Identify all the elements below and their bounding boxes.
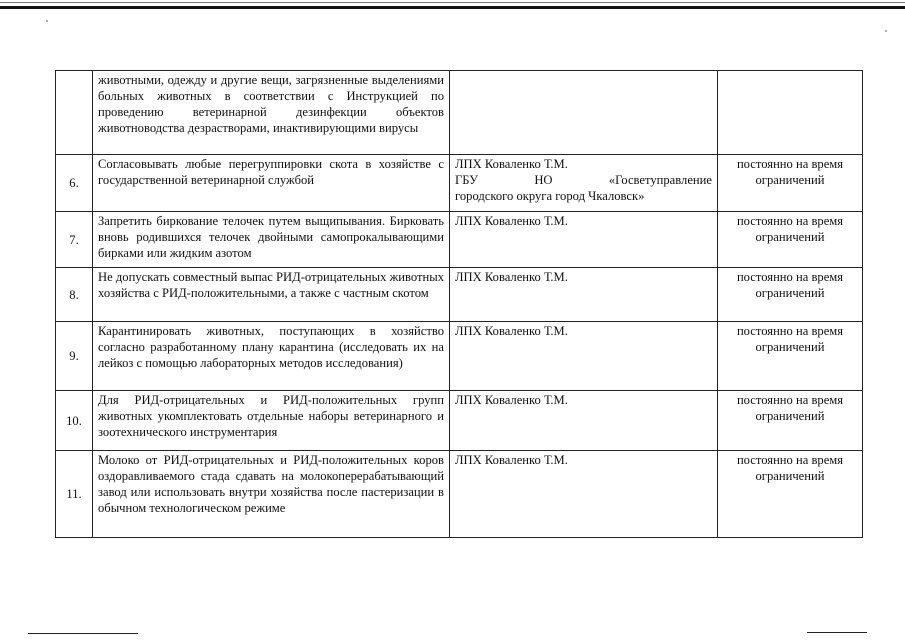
responsible-line: городского округа город Чкаловск» — [455, 189, 645, 203]
table-row — [56, 451, 863, 538]
row-number: 7. — [56, 212, 93, 268]
row-number: 6. — [56, 155, 93, 212]
table-row — [56, 155, 863, 212]
table-row — [56, 391, 863, 451]
responsible-cell — [450, 155, 718, 212]
row-number: 10. — [56, 391, 93, 451]
table-row — [56, 268, 863, 322]
term-cell: постоянно на время ограничений — [718, 451, 863, 538]
task-cell: Для РИД-отрицательных и РИД-положительных групп животных укомплектовать отдельные наборы ветеринарного и зоотехнического инструментария — [93, 391, 450, 451]
task-cell: Не допускать совместный выпас РИД-отрицательных животных хозяйства с РИД-положительными, а также с частным скотом — [93, 268, 450, 322]
term-cell — [718, 71, 863, 155]
table-row — [56, 322, 863, 391]
row-number: 11. — [56, 451, 93, 538]
responsible-cell: ЛПХ Коваленко Т.М. — [450, 268, 718, 322]
term-cell: постоянно на время ограничений — [718, 391, 863, 451]
table-row — [56, 71, 863, 155]
term-cell: постоянно на время ограничений — [718, 322, 863, 391]
scan-speck — [885, 30, 887, 32]
scan-bottom-mark — [28, 633, 138, 634]
task-cell: Запретить биркование телочек путем выщипывания. Бирковать вновь родившихся телочек двойными самопрокалывающими бирками или жидким азотом — [93, 212, 450, 268]
scan-top-border — [0, 6, 905, 9]
row-number: 8. — [56, 268, 93, 322]
responsible-line: ГБУ НО «Госветуправление — [455, 173, 712, 187]
scan-top-edge — [0, 2, 905, 3]
responsible-cell: ЛПХ Коваленко Т.М. — [450, 451, 718, 538]
scan-bottom-mark — [807, 632, 867, 633]
responsible-cell: ЛПХ Коваленко Т.М. — [450, 212, 718, 268]
measures-table — [55, 70, 863, 538]
task-cell: Молоко от РИД-отрицательных и РИД-положительных коров оздоравливаемого стада сдавать на молокоперерабатывающий завод или использовать внутри хозяйства после пастеризации в обычном технологическом режиме — [93, 451, 450, 538]
responsible-cell: ЛПХ Коваленко Т.М. — [450, 322, 718, 391]
responsible-cell: ЛПХ Коваленко Т.М. — [450, 391, 718, 451]
scan-speck — [46, 20, 48, 22]
task-cell: Согласовывать любые перегруппировки скота в хозяйстве с государственной ветеринарной службой — [93, 155, 450, 212]
row-number — [56, 71, 93, 155]
term-cell: постоянно на время ограничений — [718, 155, 863, 212]
responsible-cell — [450, 71, 718, 155]
term-cell: постоянно на время ограничений — [718, 212, 863, 268]
task-cell: животными, одежду и другие вещи, загрязненные выделениями больных животных в соответствии с Инструкцией по проведению ветеринарной дезинфекции объектов животноводства дезрастворами, инактивирующими вирусы — [93, 71, 450, 155]
responsible-line: ЛПХ Коваленко Т.М. — [455, 157, 568, 171]
row-number: 9. — [56, 322, 93, 391]
term-cell: постоянно на время ограничений — [718, 268, 863, 322]
task-cell: Карантинировать животных, поступающих в хозяйство согласно разработанному плану карантина (исследовать их на лейкоз с помощью лабораторных методов исследования) — [93, 322, 450, 391]
table-row — [56, 212, 863, 268]
